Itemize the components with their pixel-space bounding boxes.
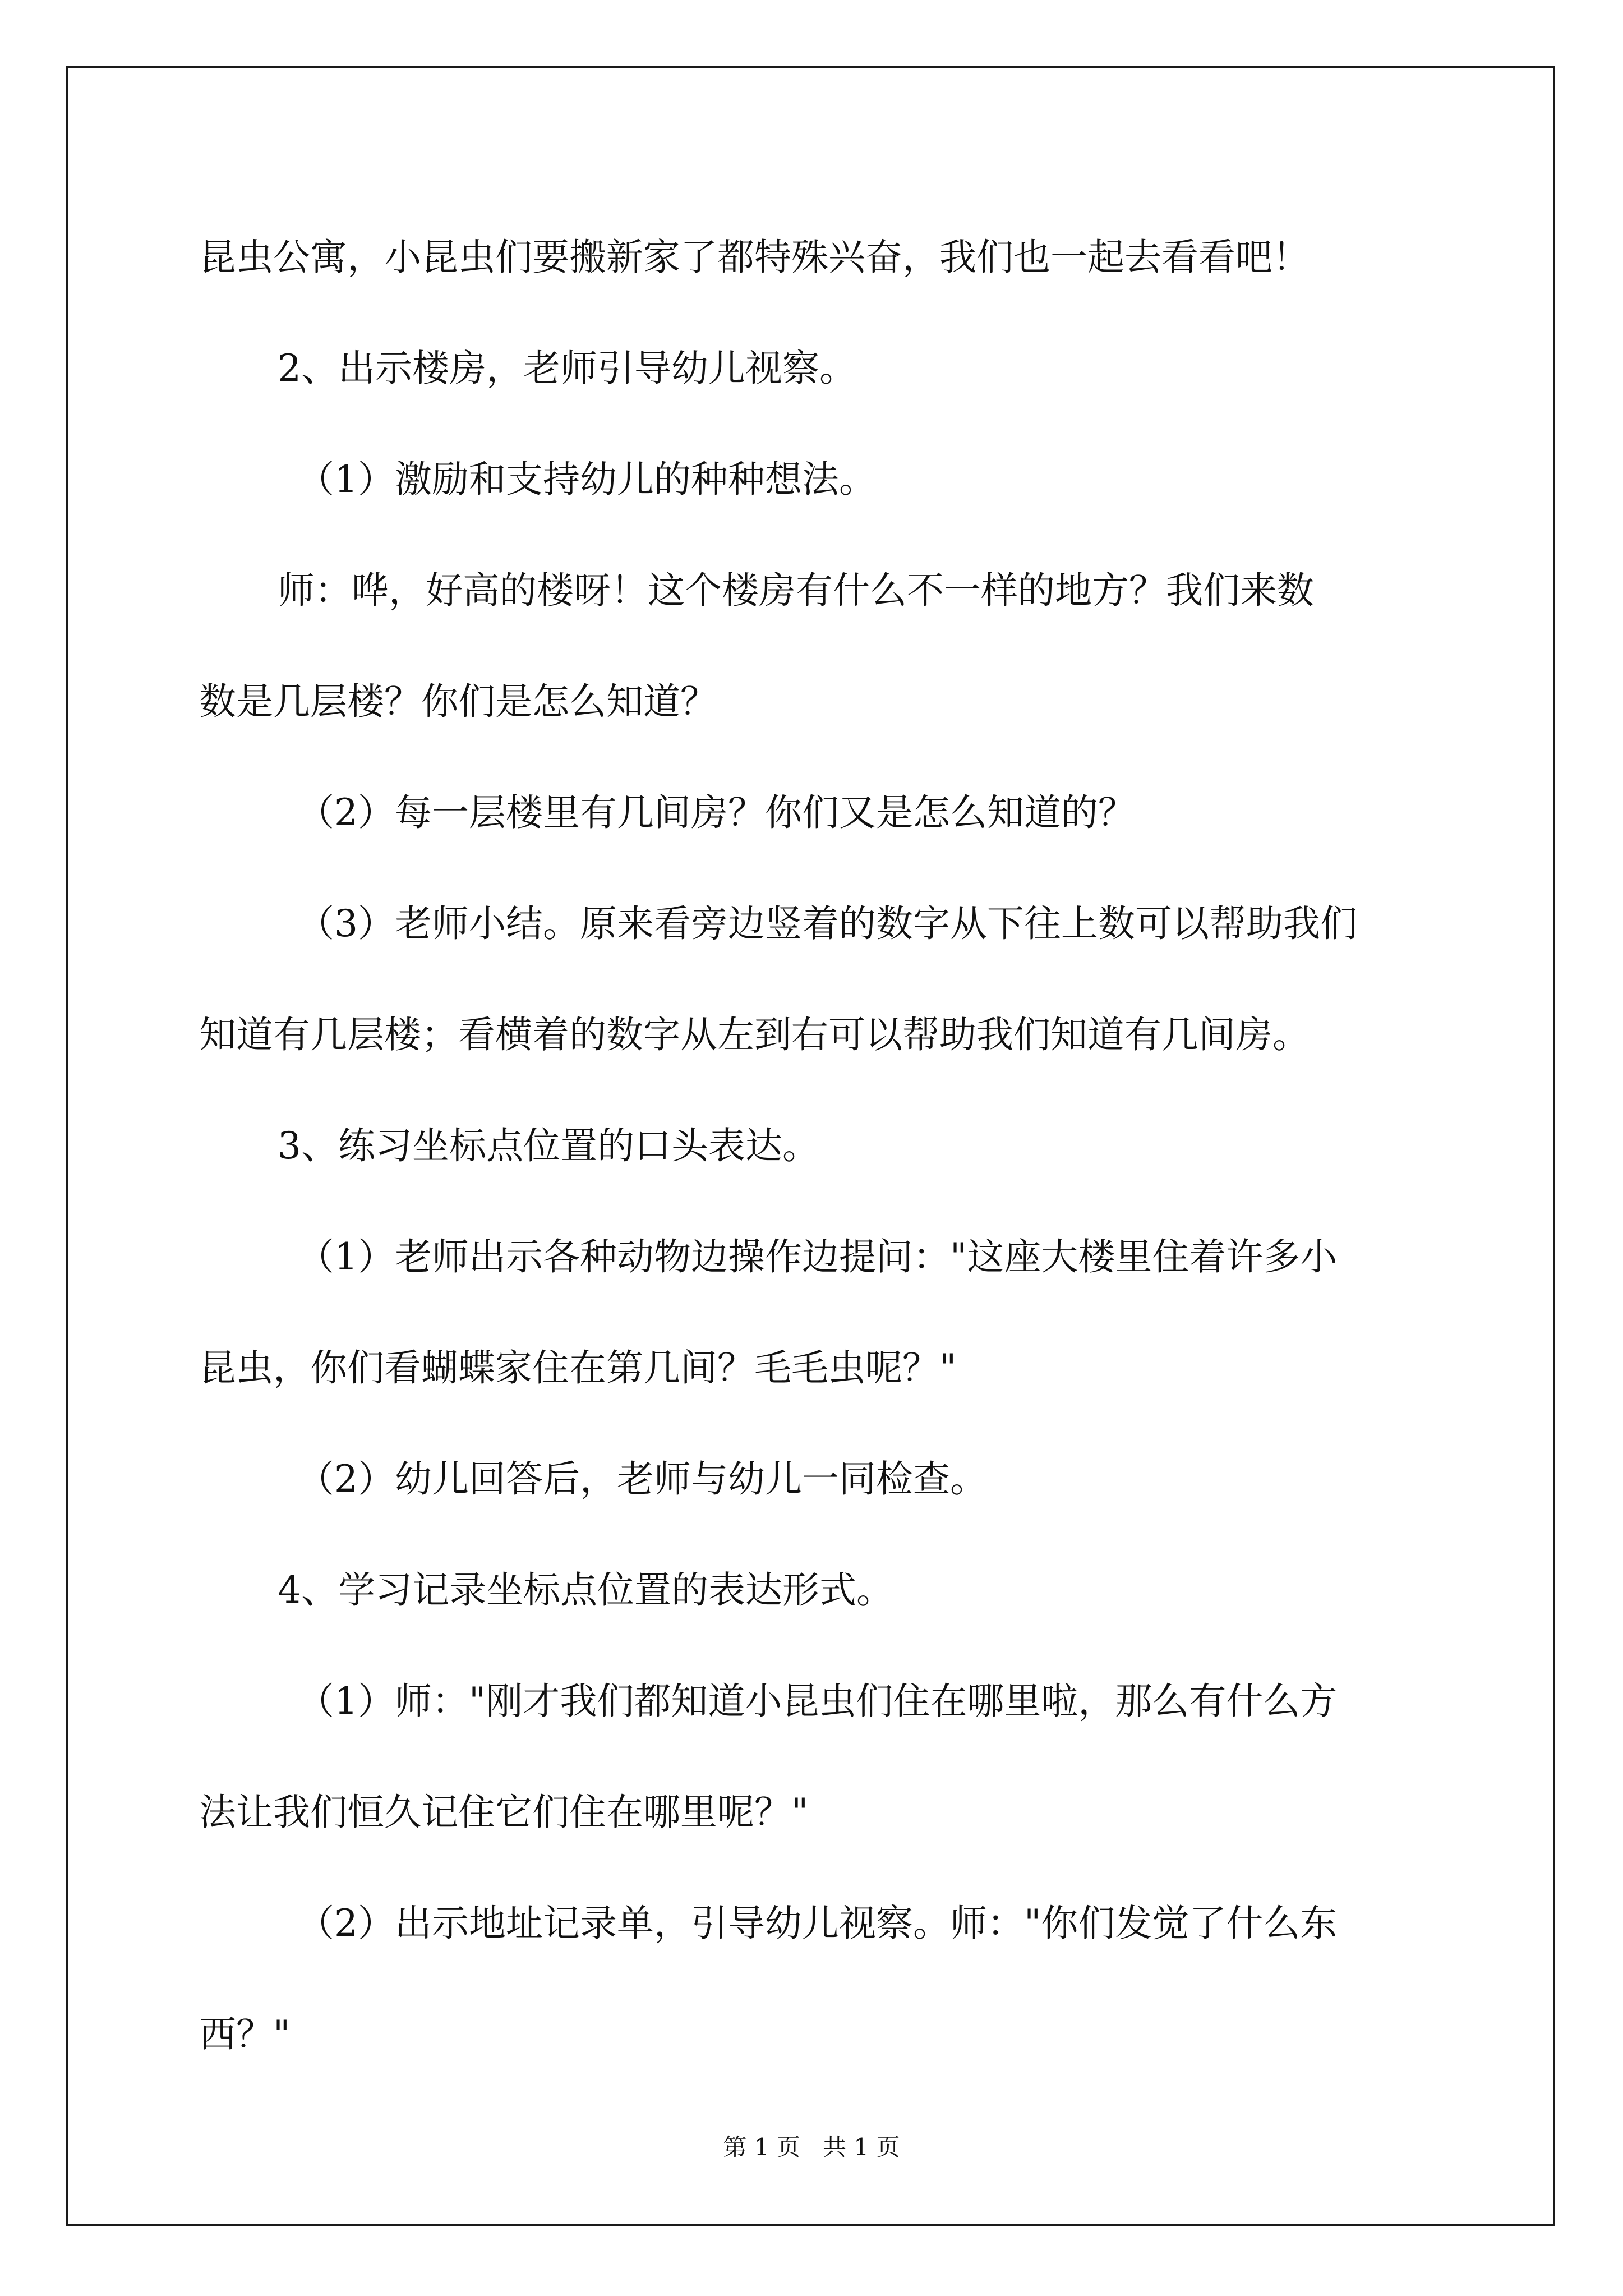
- paragraph-line: 法让我们恒久记住它们住在哪里呢？": [199, 1791, 809, 1834]
- paragraph-line: （1）师："刚才我们都知道小昆虫们住在哪里啦，那么有什么方: [297, 1680, 1338, 1723]
- paragraph-line: （1）激励和支持幼儿的种种想法。: [297, 458, 876, 501]
- paragraph-line: （2）幼儿回答后，老师与幼儿一同检查。: [297, 1457, 987, 1501]
- document-body: [199, 202, 1438, 2090]
- paragraph-line: （1）老师出示各种动物边操作边提问："这座大楼里住着许多小: [297, 1235, 1338, 1278]
- page-footer: 第 1 页 共 1 页: [723, 2133, 900, 2161]
- paragraph-line: 师：哗，好高的楼呀！这个楼房有什么不一样的地方？我们来数: [278, 569, 1314, 612]
- paragraph-line: 昆虫公寓，小昆虫们要搬新家了都特殊兴奋，我们也一起去看看吧！: [199, 236, 1310, 279]
- paragraph-line: 昆虫，你们看蝴蝶家住在第几间？毛毛虫呢？": [199, 1346, 957, 1389]
- paragraph-line: 3、练习坐标点位置的口头表达。: [278, 1124, 819, 1167]
- paragraph-line: 4、学习记录坐标点位置的表达形式。: [278, 1568, 893, 1612]
- paragraph-line: （3）老师小结。原来看旁边竖着的数字从下往上数可以帮助我们: [297, 902, 1357, 945]
- paragraph-line: 西？": [199, 2013, 291, 2056]
- paragraph-line: （2）出示地址记录单，引导幼儿视察。师："你们发觉了什么东: [297, 1902, 1338, 1945]
- paragraph-line: 知道有几层楼；看横着的数字从左到右可以帮助我们知道有几间房。: [199, 1013, 1310, 1056]
- paragraph-line: （2）每一层楼里有几间房？你们又是怎么知道的？: [297, 791, 1135, 834]
- paragraph-line: 2、出示楼房，老师引导幼儿视察。: [278, 347, 856, 390]
- paragraph-line: 数是几层楼？你们是怎么知道？: [199, 680, 717, 723]
